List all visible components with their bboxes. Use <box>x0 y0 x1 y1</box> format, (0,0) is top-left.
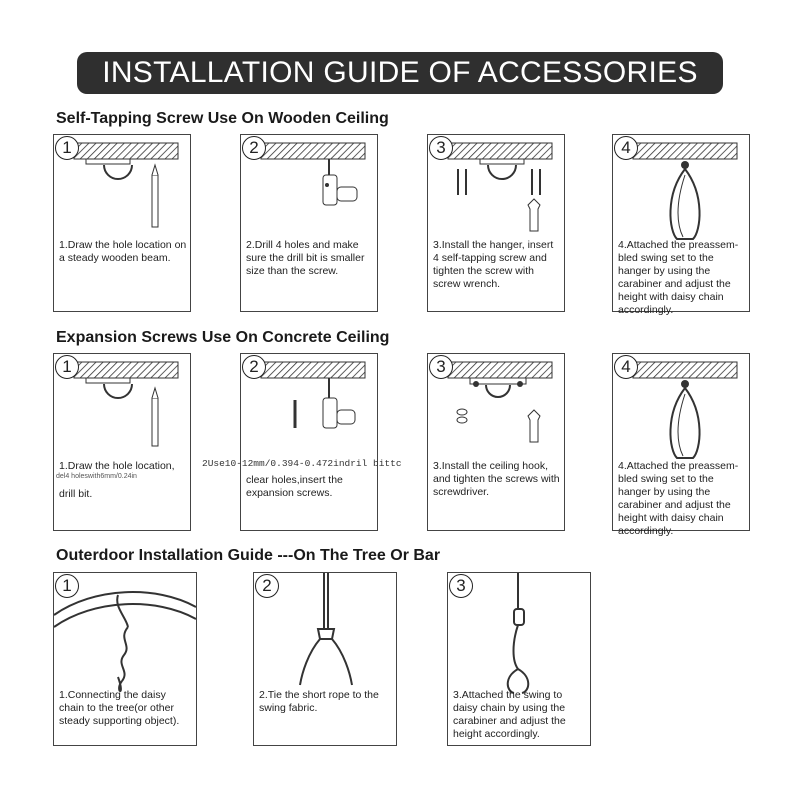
step-text: 1.Connecting the daisy chain to the tree(or other steady supporting object). <box>59 689 180 727</box>
step-number: 2 <box>255 574 279 598</box>
step-number: 3 <box>449 574 473 598</box>
step-number: 1 <box>55 136 79 160</box>
floating-note-small: del4 holeswith6mm/0.24in <box>56 473 137 480</box>
step-number: 2 <box>242 355 266 379</box>
hole-marking-illustration <box>54 354 190 530</box>
step-text: 3.Attached the swing to daisy chain by using the carabiner and adjust the height accordingly. <box>453 689 566 740</box>
step-text-continued: drill bit. <box>59 488 93 500</box>
step-text: 2.Drill 4 holes and make sure the drill bit is smaller size than the screw. <box>246 239 365 277</box>
step-number: 4 <box>614 136 638 160</box>
step-text: 4.Attached the preassem- bled swing set to the hanger by using the carabiner and adjust the height with daisy chain accordingly. <box>618 460 739 537</box>
step-card-wooden-1 <box>53 134 191 312</box>
drill-expansion-screw-illustration <box>241 354 377 530</box>
step-card-concrete-2 <box>240 353 378 531</box>
section-heading-wooden: Self-Tapping Screw Use On Wooden Ceiling <box>56 110 389 127</box>
step-text: 3.Install the ceiling hook, and tighten the screws with screwdriver. <box>433 460 560 498</box>
step-number: 3 <box>429 355 453 379</box>
step-text: 4.Attached the preassem- bled swing set to the hanger by using the carabiner and adjust the height with daisy chain accordingly. <box>618 239 739 316</box>
floating-note: 2Use10-12mm/0.394-0.472indril bittc <box>202 458 402 469</box>
step-text: 1.Draw the hole location on a steady wooden beam. <box>59 239 187 264</box>
step-card-outdoor-1 <box>53 572 197 746</box>
step-number: 1 <box>55 355 79 379</box>
ceiling-hook-illustration <box>428 354 564 530</box>
step-card-outdoor-3 <box>447 572 591 746</box>
step-card-wooden-4 <box>612 134 750 316</box>
step-text: clear holes,insert the expansion screws. <box>246 474 343 499</box>
step-number: 1 <box>55 574 79 598</box>
step-card-outdoor-2 <box>253 572 397 746</box>
hole-marking-illustration <box>54 135 190 311</box>
step-text: 2.Tie the short rope to the swing fabric. <box>259 689 379 714</box>
section-heading-concrete: Expansion Screws Use On Concrete Ceiling <box>56 329 390 346</box>
step-number: 4 <box>614 355 638 379</box>
step-card-concrete-3 <box>427 353 565 531</box>
step-card-concrete-4 <box>612 353 750 537</box>
step-card-wooden-3 <box>427 134 565 312</box>
rope-knot-illustration <box>254 573 396 745</box>
step-number: 3 <box>429 136 453 160</box>
step-text: 1.Draw the hole location, <box>59 460 175 472</box>
drill-illustration <box>241 135 377 311</box>
page-title: INSTALLATION GUIDE OF ACCESSORIES <box>77 52 723 94</box>
step-card-wooden-2 <box>240 134 378 312</box>
step-number: 2 <box>242 136 266 160</box>
step-text: 3.Install the hanger, insert 4 self-tapping screw and tighten the screw with screw wrench. <box>433 239 554 290</box>
section-heading-outdoor: Outerdoor Installation Guide ---On The Tree Or Bar <box>56 547 441 564</box>
step-card-concrete-1 <box>53 353 191 531</box>
